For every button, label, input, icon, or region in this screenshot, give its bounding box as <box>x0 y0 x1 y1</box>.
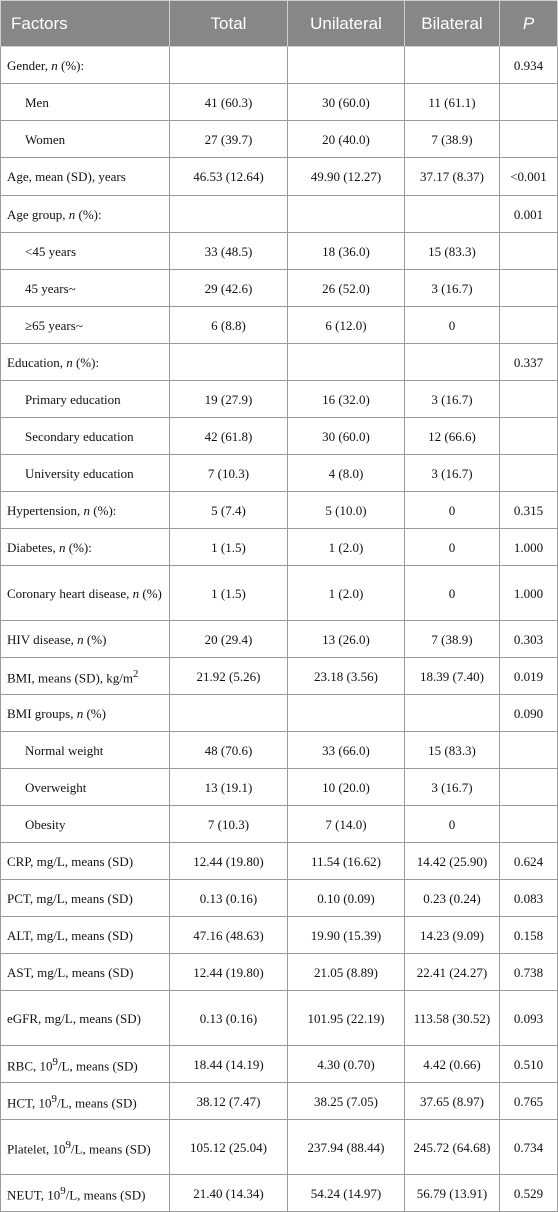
p-value-cell: 0.083 <box>500 880 558 917</box>
header-factors: Factors <box>1 1 170 47</box>
header-unilateral: Unilateral <box>288 1 405 47</box>
total-cell <box>170 196 288 233</box>
table-row <box>1 492 558 529</box>
unilateral-cell: 4.30 (0.70) <box>288 1046 405 1083</box>
table-row <box>1 1046 558 1083</box>
total-cell: 38.12 (7.47) <box>170 1083 288 1120</box>
unilateral-cell: 20 (40.0) <box>288 121 405 158</box>
total-cell: 0.13 (0.16) <box>170 880 288 917</box>
total-cell: 46.53 (12.64) <box>170 158 288 196</box>
total-cell: 42 (61.8) <box>170 418 288 455</box>
bilateral-cell: 0 <box>405 806 500 843</box>
header-total: Total <box>170 1 288 47</box>
p-value-cell: 1.000 <box>500 529 558 566</box>
table-row <box>1 1120 558 1175</box>
unilateral-cell: 30 (60.0) <box>288 84 405 121</box>
bilateral-cell: 113.58 (30.52) <box>405 991 500 1046</box>
table-row <box>1 418 558 455</box>
bilateral-cell: 3 (16.7) <box>405 381 500 418</box>
p-value-cell: 0.765 <box>500 1083 558 1120</box>
p-value-cell: 0.093 <box>500 991 558 1046</box>
total-cell: 48 (70.6) <box>170 732 288 769</box>
total-cell: 29 (42.6) <box>170 270 288 307</box>
bilateral-cell: 56.79 (13.91) <box>405 1175 500 1212</box>
table-row <box>1 344 558 381</box>
table-row <box>1 47 558 84</box>
p-value-cell <box>500 381 558 418</box>
bilateral-cell: 7 (38.9) <box>405 121 500 158</box>
total-cell: 27 (39.7) <box>170 121 288 158</box>
factor-cell: Education, n (%): <box>1 344 170 381</box>
total-cell: 41 (60.3) <box>170 84 288 121</box>
table-row <box>1 621 558 658</box>
factor-cell: University education <box>1 455 170 492</box>
unilateral-cell: 0.10 (0.09) <box>288 880 405 917</box>
table-row <box>1 880 558 917</box>
factor-cell: AST, mg/L, means (SD) <box>1 954 170 991</box>
factor-cell: Platelet, $10^9/L$, means (SD) <box>1 1120 170 1175</box>
table-row <box>1 381 558 418</box>
total-cell: 1 (1.5) <box>170 529 288 566</box>
unilateral-cell: 26 (52.0) <box>288 270 405 307</box>
table-row <box>1 529 558 566</box>
p-value-cell <box>500 307 558 344</box>
total-cell: 13 (19.1) <box>170 769 288 806</box>
table-row <box>1 806 558 843</box>
unilateral-cell: 54.24 (14.97) <box>288 1175 405 1212</box>
p-value-cell: 0.738 <box>500 954 558 991</box>
factor-cell: Women <box>1 121 170 158</box>
bilateral-cell: 12 (66.6) <box>405 418 500 455</box>
p-value-cell <box>500 233 558 270</box>
p-value-cell: 0.315 <box>500 492 558 529</box>
factor-cell: Normal weight <box>1 732 170 769</box>
unilateral-cell: 49.90 (12.27) <box>288 158 405 196</box>
factor-cell: Gender, n (%): <box>1 47 170 84</box>
total-cell: 20 (29.4) <box>170 621 288 658</box>
unilateral-cell: 5 (10.0) <box>288 492 405 529</box>
factor-cell: Primary education <box>1 381 170 418</box>
p-value-cell: 0.934 <box>500 47 558 84</box>
table-row <box>1 1083 558 1120</box>
total-cell: 7 (10.3) <box>170 806 288 843</box>
header-bilateral: Bilateral <box>405 1 500 47</box>
total-cell: 12.44 (19.80) <box>170 954 288 991</box>
factor-cell: Overweight <box>1 769 170 806</box>
table-row <box>1 196 558 233</box>
bilateral-cell: 7 (38.9) <box>405 621 500 658</box>
factor-cell: PCT, mg/L, means (SD) <box>1 880 170 917</box>
p-value-cell <box>500 418 558 455</box>
p-value-cell <box>500 806 558 843</box>
table-row <box>1 658 558 695</box>
factor-cell: HCT, $10^9/L$, means (SD) <box>1 1083 170 1120</box>
header-row <box>1 1 558 47</box>
unilateral-cell: 1 (2.0) <box>288 529 405 566</box>
table-row <box>1 917 558 954</box>
unilateral-cell: 101.95 (22.19) <box>288 991 405 1046</box>
table-row <box>1 1175 558 1212</box>
total-cell <box>170 695 288 732</box>
p-value-cell: 0.090 <box>500 695 558 732</box>
p-value-cell <box>500 732 558 769</box>
unilateral-cell: 16 (32.0) <box>288 381 405 418</box>
factor-cell: CRP, mg/L, means (SD) <box>1 843 170 880</box>
factor-cell: NEUT, $10^9/L$, means (SD) <box>1 1175 170 1212</box>
total-cell: 18.44 (14.19) <box>170 1046 288 1083</box>
table-body <box>1 47 558 1212</box>
p-value-cell <box>500 769 558 806</box>
bilateral-cell: 11 (61.1) <box>405 84 500 121</box>
total-cell: 105.12 (25.04) <box>170 1120 288 1175</box>
unilateral-cell: 30 (60.0) <box>288 418 405 455</box>
bilateral-cell: 4.42 (0.66) <box>405 1046 500 1083</box>
table-row <box>1 270 558 307</box>
total-cell: 6 (8.8) <box>170 307 288 344</box>
factor-cell: 45 years~ <box>1 270 170 307</box>
p-value-cell: 1.000 <box>500 566 558 621</box>
header-p: P <box>500 1 558 47</box>
table-row <box>1 307 558 344</box>
bilateral-cell: 3 (16.7) <box>405 270 500 307</box>
table-row <box>1 158 558 196</box>
table-row <box>1 455 558 492</box>
bilateral-cell: 37.65 (8.97) <box>405 1083 500 1120</box>
bilateral-cell: 0 <box>405 566 500 621</box>
bilateral-cell: 245.72 (64.68) <box>405 1120 500 1175</box>
table-row <box>1 991 558 1046</box>
total-cell: 21.92 (5.26) <box>170 658 288 695</box>
unilateral-cell: 6 (12.0) <box>288 307 405 344</box>
total-cell <box>170 47 288 84</box>
total-cell <box>170 344 288 381</box>
bilateral-cell: 18.39 (7.40) <box>405 658 500 695</box>
bilateral-cell <box>405 47 500 84</box>
unilateral-cell: 1 (2.0) <box>288 566 405 621</box>
total-cell: 21.40 (14.34) <box>170 1175 288 1212</box>
factor-cell: eGFR, mg/L, means (SD) <box>1 991 170 1046</box>
total-cell: 1 (1.5) <box>170 566 288 621</box>
table-row <box>1 566 558 621</box>
factor-cell: Men <box>1 84 170 121</box>
factor-cell: BMI, means (SD), $kg/m^2$ <box>1 658 170 695</box>
unilateral-cell: 19.90 (15.39) <box>288 917 405 954</box>
p-value-cell: 0.019 <box>500 658 558 695</box>
bilateral-cell: 3 (16.7) <box>405 769 500 806</box>
p-value-cell: 0.001 <box>500 196 558 233</box>
unilateral-cell: 7 (14.0) <box>288 806 405 843</box>
p-value-cell <box>500 84 558 121</box>
table-row <box>1 233 558 270</box>
bilateral-cell: 14.23 (9.09) <box>405 917 500 954</box>
unilateral-cell: 11.54 (16.62) <box>288 843 405 880</box>
bilateral-cell: 37.17 (8.37) <box>405 158 500 196</box>
unilateral-cell <box>288 196 405 233</box>
table-row <box>1 695 558 732</box>
bilateral-cell: 22.41 (24.27) <box>405 954 500 991</box>
factor-cell: Hypertension, n (%): <box>1 492 170 529</box>
factor-cell: BMI groups, n (%) <box>1 695 170 732</box>
factor-cell: HIV disease, n (%) <box>1 621 170 658</box>
p-value-cell <box>500 270 558 307</box>
bilateral-cell <box>405 695 500 732</box>
p-value-cell: 0.158 <box>500 917 558 954</box>
p-value-cell: <0.001 <box>500 158 558 196</box>
bilateral-cell: 3 (16.7) <box>405 455 500 492</box>
p-value-cell: 0.624 <box>500 843 558 880</box>
factor-cell: Coronary heart disease, n (%) <box>1 566 170 621</box>
bilateral-cell <box>405 196 500 233</box>
total-cell: 12.44 (19.80) <box>170 843 288 880</box>
factor-cell: Age group, n (%): <box>1 196 170 233</box>
table-row <box>1 732 558 769</box>
unilateral-cell: 4 (8.0) <box>288 455 405 492</box>
total-cell: 33 (48.5) <box>170 233 288 270</box>
table-row <box>1 84 558 121</box>
factor-cell: Secondary education <box>1 418 170 455</box>
factor-cell: RBC, $10^9/L$, means (SD) <box>1 1046 170 1083</box>
total-cell: 47.16 (48.63) <box>170 917 288 954</box>
unilateral-cell: 21.05 (8.89) <box>288 954 405 991</box>
total-cell: 0.13 (0.16) <box>170 991 288 1046</box>
factor-cell: Diabetes, n (%): <box>1 529 170 566</box>
table-row <box>1 843 558 880</box>
p-value-cell <box>500 455 558 492</box>
factor-cell: ALT, mg/L, means (SD) <box>1 917 170 954</box>
total-cell: 5 (7.4) <box>170 492 288 529</box>
bilateral-cell: 0.23 (0.24) <box>405 880 500 917</box>
bilateral-cell: 15 (83.3) <box>405 732 500 769</box>
table-row <box>1 954 558 991</box>
table-row <box>1 769 558 806</box>
p-value-cell: 0.734 <box>500 1120 558 1175</box>
p-value-cell: 0.337 <box>500 344 558 381</box>
p-value-cell <box>500 121 558 158</box>
factor-cell: ≥65 years~ <box>1 307 170 344</box>
unilateral-cell: 10 (20.0) <box>288 769 405 806</box>
unilateral-cell: 33 (66.0) <box>288 732 405 769</box>
unilateral-cell: 23.18 (3.56) <box>288 658 405 695</box>
unilateral-cell: 237.94 (88.44) <box>288 1120 405 1175</box>
unilateral-cell: 18 (36.0) <box>288 233 405 270</box>
unilateral-cell: 13 (26.0) <box>288 621 405 658</box>
bilateral-cell: 0 <box>405 492 500 529</box>
factor-cell: Obesity <box>1 806 170 843</box>
factor-cell: Age, mean (SD), years <box>1 158 170 196</box>
bilateral-cell: 0 <box>405 529 500 566</box>
p-value-cell: 0.529 <box>500 1175 558 1212</box>
unilateral-cell <box>288 695 405 732</box>
unilateral-cell <box>288 47 405 84</box>
bilateral-cell <box>405 344 500 381</box>
bilateral-cell: 14.42 (25.90) <box>405 843 500 880</box>
p-value-cell: 0.303 <box>500 621 558 658</box>
total-cell: 7 (10.3) <box>170 455 288 492</box>
bilateral-cell: 0 <box>405 307 500 344</box>
unilateral-cell <box>288 344 405 381</box>
table-row <box>1 121 558 158</box>
factor-cell: <45 years <box>1 233 170 270</box>
total-cell: 19 (27.9) <box>170 381 288 418</box>
bilateral-cell: 15 (83.3) <box>405 233 500 270</box>
p-value-cell: 0.510 <box>500 1046 558 1083</box>
unilateral-cell: 38.25 (7.05) <box>288 1083 405 1120</box>
